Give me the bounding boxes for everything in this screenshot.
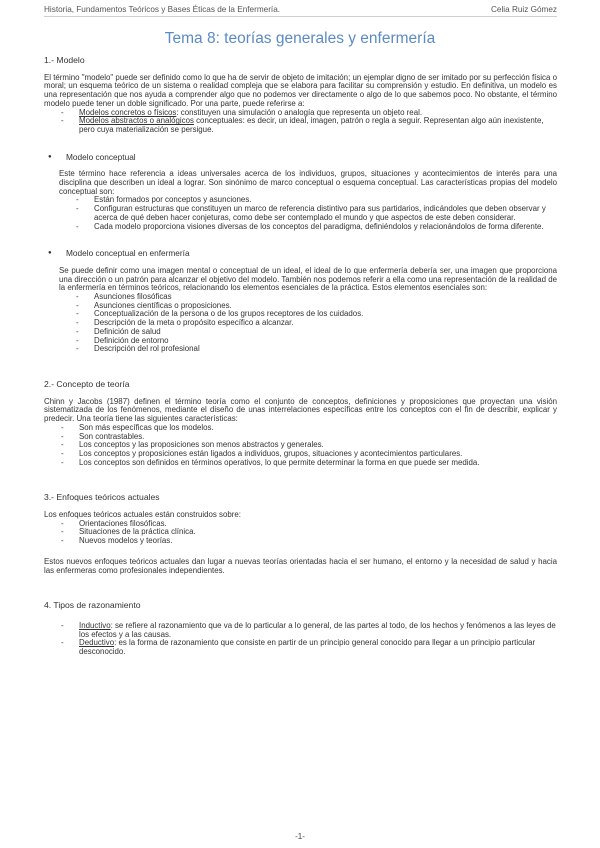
list-item: - Configuran estructuras que constituyen un marco de referencia distintivo para sus partidarios, indicándoles que deben observar y acerca de qué deben hacer conjeturas, como debe ser contemplado el mundo y que aspectos de este deben considerar. [94,205,557,222]
list-item: - Descripción del rol profesional [94,345,557,354]
list-item: - Deductivo: es la forma de razonamiento que consiste en partir de un principio general conocido para llegar a un principio particular desconocido. [79,639,557,656]
list-item: - Son más específicas que los modelos. [79,424,557,433]
list-item: - Modelos abstractos o analógicos conceptuales: es decir, un ideal, imagen, patrón o regla a seguir. Representan algo aún inexistente, pero cuya materialización se persigue. [79,117,557,134]
paragraph: El término "modelo" puede ser definido como lo que ha de servir de objeto de imitación; un ejemplar digno de ser imitado por su perfección física o moral; un esquema teórico de un sistema o realidad compleja que se elabora para facilitar su comprensión y estudio. En definitiva, un modelo es una representación que nos ayuda a comprender algo que no podemos ver directamente o algo de lo que sabemos poco. No obstante, el término modelo puede tener un doble significado. Por una parte, puede referirse a: [44,72,557,108]
list [44,196,557,231]
list [44,622,557,657]
paragraph: Los enfoques teóricos actuales están construidos sobre: [44,510,241,520]
list-item: - Orientaciones filosóficas. [79,520,557,529]
paragraph: Chinn y Jacobs (1987) definen el término teoría como el conjunto de conceptos, definiciones y proposiciones que proyectan una visión sistematizada de los fenómenos, mediante el diseño de unas interrelaciones específicas entre los conceptos con el fin de describir, explicar y predecir. Una teoría tiene las siguientes características: [44,396,557,424]
list [44,520,557,546]
paragraph: Se puede definir como una imagen mental o conceptual de un ideal, el ideal de lo que enfermería debería ser, una imagen que proporciona una dirección o un patrón para alcanzar el objetivo del modelo. También nos podemos referir a ella como una representación de la realidad de la enfermería en términos teóricos, relacionando los elementos esenciales de la práctica. Estos elementos esenciales son: [59,265,557,293]
header-course: Historia, Fundamentos Teóricos y Bases Éticas de la Enfermería. [44,5,281,14]
page-title: Tema 8: teorías generales y enfermería [164,30,436,47]
page-header [44,3,557,17]
header-author: Celia Ruiz Gómez [491,5,557,14]
list-item: - Definición de entorno [94,337,557,346]
list [44,109,557,135]
list-item: - Asunciones científicas o proposiciones. [94,302,557,311]
list-item: - Cada modelo proporciona visiones diversas de los conceptos del paradigma, definiéndolos y relacionándolos de forma diferente. [94,223,557,232]
section-heading-modelo-conceptual: ● Modelo conceptual [44,153,557,162]
list [44,424,557,468]
list-item: - Son contrastables. [79,433,557,442]
list-item: - Asunciones filosóficas [94,293,557,302]
list-item: - Descripción de la meta o propósito específico a alcanzar. [94,319,557,328]
list-item: - Están formados por conceptos y asunciones. [94,196,557,205]
paragraph: Estos nuevos enfoques teóricos actuales dan lugar a nuevas teorías orientadas hacia el ser humano, el entorno y la necesidad de salud y hacia las enfermeras como profesionales independientes. [44,556,557,575]
paragraph: Este término hace referencia a ideas universales acerca de los individuos, grupos, situaciones y acontecimientos de interés para una disciplina que describen un ideal a lograr. Son sinónimo de marco conceptual o esquema conceptual. Las características propias del modelo conceptual son: [59,169,557,196]
list-item: - Definición de salud [94,328,557,337]
list-item: - Situaciones de la práctica clínica. [79,528,557,537]
list [44,293,557,354]
list-item: - Conceptualización de la persona o de los grupos receptores de los cuidados. [94,310,557,319]
document-body [44,56,557,657]
list-item: - Los conceptos y las proposiciones son menos abstractos y generales. [79,441,557,450]
section-heading-modelo: 1.- Modelo [44,55,85,65]
list-item: - Modelos concretos o físicos: constituyen una simulación o analogía que representa un objeto real. [79,109,557,118]
page-number: -1- [295,832,305,841]
section-heading-razonamiento: 4. Tipos de razonamiento [44,600,141,611]
section-heading-enfoques: 3.- Enfoques teóricos actuales [44,492,160,503]
section-heading-modelo-enfermeria: ● Modelo conceptual en enfermería [44,249,557,258]
section-heading-teoria: 2.- Concepto de teoría [44,378,130,389]
list-item: - Los conceptos son definidos en términos operativos, lo que permite determinar la forma en que puede ser medida. [79,459,557,468]
list-item: - Los conceptos y proposiciones están ligados a individuos, grupos, situaciones y acontecimientos particulares. [79,450,557,459]
list-item: - Nuevos modelos y teorías. [79,537,557,546]
list-item: - Inductivo: se refiere al razonamiento que va de lo particular a lo general, de las partes al todo, de los hechos y fenómenos a las leyes de los efectos y a las causas. [79,622,557,639]
